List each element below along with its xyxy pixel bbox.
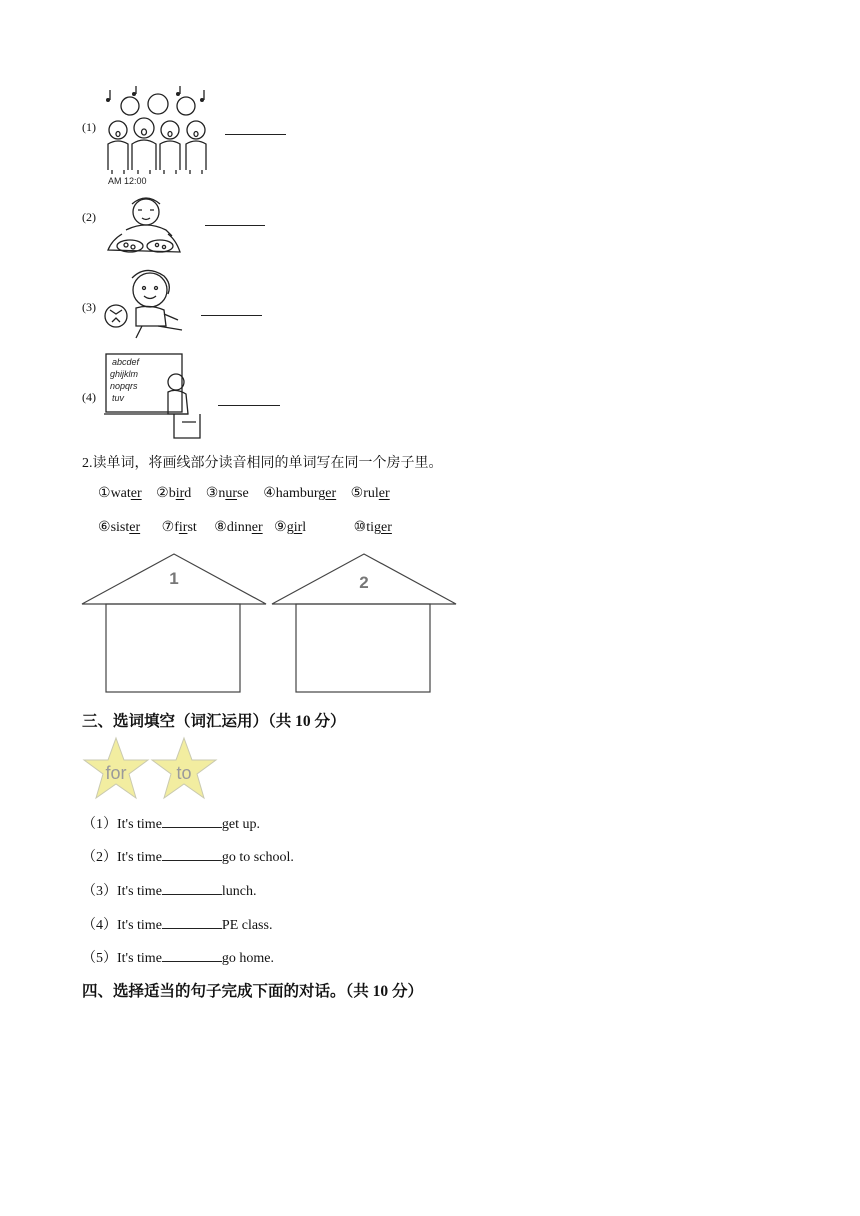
item-number-4: (4) bbox=[82, 390, 96, 404]
word-row-1 bbox=[98, 485, 401, 502]
houses-figure bbox=[80, 548, 460, 696]
word-girl: ⑨girl bbox=[274, 520, 307, 535]
sentence-5: （5）It's time go home. bbox=[82, 951, 275, 966]
house-label-2: 2 bbox=[359, 573, 369, 592]
board-line-4: tuv bbox=[112, 393, 125, 403]
sentence-blank-5[interactable] bbox=[162, 949, 222, 962]
sentence-1: （1）It's time get up. bbox=[82, 817, 261, 832]
board-line-1: abcdef bbox=[112, 357, 140, 367]
answer-blank-1[interactable] bbox=[225, 122, 286, 135]
answer-blank-3[interactable] bbox=[201, 302, 262, 316]
word-nurse: ③nurse bbox=[205, 486, 249, 501]
word-ruler: ⑤ruler bbox=[350, 486, 390, 501]
sentence-blank-3[interactable] bbox=[162, 882, 222, 895]
clock-caption: AM 12:00 bbox=[108, 176, 147, 186]
sentence-blank-1[interactable] bbox=[162, 815, 222, 828]
answer-blank-4[interactable] bbox=[218, 392, 280, 406]
word-dinner: ⑧dinner bbox=[214, 520, 263, 535]
section-3-heading: 三、选词填空（词汇运用）（共 10 分） bbox=[82, 713, 346, 730]
teacher-alphabet-illustration bbox=[102, 352, 204, 442]
word-bird: ②bird bbox=[156, 486, 192, 501]
board-line-3: nopqrs bbox=[110, 381, 138, 391]
board-line-2: ghijklm bbox=[110, 369, 139, 379]
phonics-instruction: 2.读单词，将画线部分读音相同的单词写在同一个房子里。 bbox=[82, 456, 443, 471]
house-label-1: 1 bbox=[169, 569, 179, 588]
word-hamburger: ④hamburger bbox=[263, 486, 337, 501]
sentence-2: （2）It's time go to school. bbox=[82, 850, 294, 865]
item-number-1: (1) bbox=[82, 120, 96, 134]
football-boy-illustration bbox=[102, 264, 190, 344]
singing-children-illustration bbox=[100, 84, 216, 188]
word-tiger: ⑩tiger bbox=[353, 520, 392, 535]
item-number-3: (3) bbox=[82, 300, 96, 314]
word-sister: ⑥sister bbox=[98, 520, 141, 535]
sentence-blank-4[interactable] bbox=[162, 916, 222, 929]
word-first: ⑦first bbox=[161, 520, 197, 535]
sentence-3: （3）It's time lunch. bbox=[82, 884, 257, 899]
word-stars bbox=[80, 736, 220, 802]
star-word-for: for bbox=[105, 763, 127, 783]
star-word-to: to bbox=[176, 763, 192, 783]
answer-blank-2[interactable] bbox=[205, 212, 265, 226]
sentence-4: （4）It's time PE class. bbox=[82, 918, 273, 933]
section-4-heading: 四、选择适当的句子完成下面的对话。（共 10 分） bbox=[82, 983, 424, 1000]
word-row-2 bbox=[98, 519, 403, 536]
sentence-blank-2[interactable] bbox=[162, 848, 222, 861]
eating-child-illustration bbox=[102, 190, 186, 260]
item-number-2: (2) bbox=[82, 210, 96, 224]
word-water: ①water bbox=[98, 486, 142, 501]
